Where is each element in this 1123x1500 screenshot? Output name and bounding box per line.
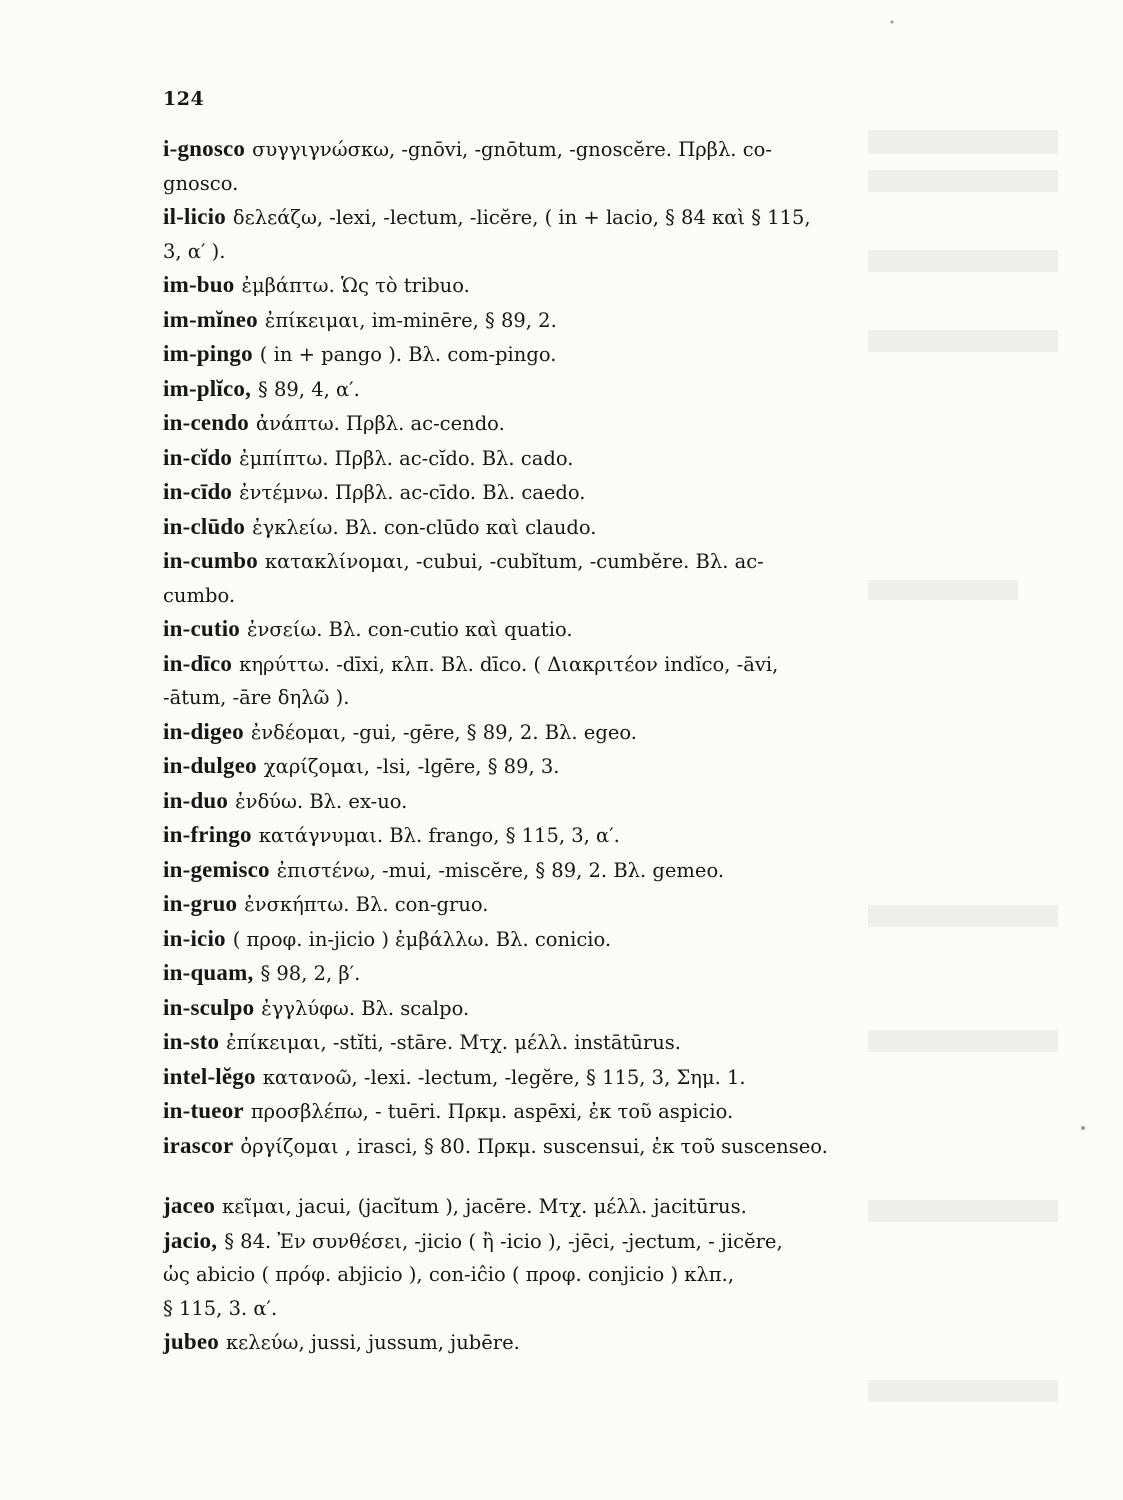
dictionary-entry <box>163 853 1058 888</box>
entry-headword: in-dulgeo <box>163 753 257 778</box>
dictionary-entry <box>163 337 1058 372</box>
entry-headword: in-cumbo <box>163 548 258 573</box>
entry-continuation-line <box>163 579 1058 613</box>
entry-first-line <box>163 544 1058 579</box>
entry-headword: im-plĭco, <box>163 375 252 401</box>
entry-headword: jubeo <box>163 1329 219 1354</box>
entry-definition-text: ( προφ. in-jicio ) ἐμβάλλω. Βλ. conicio. <box>232 927 612 951</box>
entry-definition-text: ( in + pango ). Βλ. com-pingo. <box>259 343 557 366</box>
entry-headword: il-licio <box>163 204 226 229</box>
entry-headword: in-digeo <box>163 718 244 744</box>
entry-definition-text: συγγιγνώσκω, -gnōvi, -gnōtum, -gnoscĕre. Πρβλ. co- <box>252 138 772 161</box>
entry-first-line <box>163 853 1058 888</box>
dictionary-entry <box>163 268 1058 303</box>
dictionary-entry <box>163 1129 1058 1164</box>
entry-definition-text: κατάγνυμαι. Βλ. frango, § 115, 3, α′. <box>258 824 620 847</box>
entry-first-line <box>163 510 1058 545</box>
entry-first-line <box>163 337 1058 372</box>
entry-definition-text: ἐπιστένω, -mui, -miscĕre, § 89, 2. Βλ. gemeo. <box>276 858 725 882</box>
entry-headword: in-fringo <box>163 822 252 847</box>
dictionary-entry <box>163 1060 1058 1095</box>
entry-definition-text: κηρύττω. -dīxi, κλπ. Βλ. dīco. ( Διακριτέον indĭco, -āvi, <box>239 652 779 676</box>
entry-first-line <box>163 1060 1058 1095</box>
entry-first-line <box>163 1094 1058 1129</box>
entry-first-line <box>163 991 1058 1026</box>
dictionary-entry <box>163 991 1058 1026</box>
dictionary-entry <box>163 887 1058 922</box>
entry-definition-text: § 84. Ἐν συνθέσει, -jicio ( ἢ -icio ), -jēci, -jectum, - jicĕre, <box>224 1229 783 1253</box>
dictionary-entry <box>163 715 1058 750</box>
entry-first-line <box>163 1025 1058 1060</box>
entry-headword: in-icio <box>163 925 226 951</box>
entry-definition-text: ἐνδύω. Βλ. ex-uo. <box>235 789 408 813</box>
entry-definition-text: ὡς abicio ( πρόφ. abjicio ), con-iĉio ( προφ. conjicio ) κλπ., <box>163 1263 735 1286</box>
entry-headword: in-quam, <box>163 960 254 985</box>
entry-definition-text: ἐμβάπτω. Ὡς τὸ tribuo. <box>241 274 470 297</box>
entry-definition-text: § 115, 3. α′. <box>163 1296 278 1320</box>
entry-definition-text: ὀργίζομαι , irasci, § 80. Πρκμ. susсensui, ἐκ τοῦ suscenseo. <box>240 1134 828 1158</box>
entry-continuation-line <box>163 681 1058 715</box>
entry-definition-text: cumbo. <box>163 583 236 607</box>
entry-headword: i-gnosco <box>163 136 246 161</box>
entry-first-line <box>163 200 1058 235</box>
dictionary-entry <box>163 612 1058 647</box>
dictionary-entry <box>163 1094 1058 1129</box>
dictionary-entry <box>163 647 1058 715</box>
entry-continuation-line <box>163 1258 1058 1292</box>
entry-headword: jaceo <box>163 1193 216 1218</box>
entry-headword: irascor <box>163 1132 234 1158</box>
entry-first-line <box>163 612 1058 647</box>
entry-definition-text: ἐνσκήπτω. Βλ. con-gruo. <box>244 893 489 916</box>
entry-first-line <box>163 1224 1058 1259</box>
entry-definition-text: κεῖμαι, jacui, (jacĭtum ), jacēre. Μτχ. μέλλ. jacitūrus. <box>222 1195 747 1218</box>
page-number: 124 <box>163 88 205 110</box>
entry-headword: in-sto <box>163 1029 220 1054</box>
entry-first-line <box>163 715 1058 750</box>
dictionary-entry <box>163 922 1058 957</box>
dictionary-entry <box>163 200 1058 268</box>
dictionary-entry <box>163 749 1058 784</box>
entry-definition-text: κελεύω, jussi, jussum, jubēre. <box>225 1331 520 1354</box>
entry-headword: in-cendo <box>163 410 249 435</box>
entry-first-line <box>163 1325 1058 1360</box>
entry-first-line <box>163 268 1058 303</box>
entry-headword: intel-lĕgo <box>163 1063 256 1089</box>
entry-definition-text: ἐγγλύφω. Βλ. scalpo. <box>261 996 470 1020</box>
entry-definition-text: δελεάζω, -lexi, -lectum, -licĕre, ( in + lacio, § 84 καὶ § 115, <box>232 206 811 229</box>
entry-first-line <box>163 1129 1058 1164</box>
dictionary-entry <box>163 1025 1058 1060</box>
entry-first-line <box>163 303 1058 338</box>
entry-continuation-line <box>163 1292 1058 1326</box>
entry-headword: in-cīdo <box>163 479 233 504</box>
entry-headword: in-gruo <box>163 891 238 916</box>
entry-definition-text: ἐμπίπτω. Πρβλ. ac-cĭdo. Βλ. cado. <box>239 446 574 470</box>
entry-first-line <box>163 956 1058 991</box>
entry-first-line <box>163 132 1058 167</box>
entry-headword: in-cutio <box>163 616 240 641</box>
entry-continuation-line <box>163 167 1058 201</box>
dictionary-entry <box>163 818 1058 853</box>
entry-definition-text: κατανοῶ, -lexi. -lectum, -legĕre, § 115, 3, Σημ. 1. <box>262 1065 746 1089</box>
entry-headword: in-cĭdo <box>163 444 233 470</box>
dictionary-entry <box>163 956 1058 991</box>
speck <box>891 21 894 24</box>
dictionary-entry <box>163 784 1058 819</box>
entry-definition-text: 3, α′ ). <box>163 239 226 263</box>
dictionary-entry <box>163 372 1058 407</box>
dictionary-entry <box>163 303 1058 338</box>
dictionary-entry <box>163 544 1058 612</box>
dictionary-entry <box>163 1224 1058 1326</box>
entry-first-line <box>163 887 1058 922</box>
dictionary-entry <box>163 441 1058 476</box>
dictionary-entry <box>163 132 1058 200</box>
entry-continuation-line <box>163 235 1058 269</box>
dictionary-entry <box>163 406 1058 441</box>
entry-first-line <box>163 818 1058 853</box>
entry-headword: in-tueor <box>163 1098 244 1123</box>
speck <box>1081 1126 1085 1130</box>
dictionary-entry <box>163 1189 1058 1224</box>
entry-definition-text: ἐνσείω. Βλ. con-cutio καὶ quatio. <box>247 618 573 641</box>
entry-first-line <box>163 647 1058 682</box>
entry-first-line <box>163 441 1058 476</box>
entry-first-line <box>163 922 1058 957</box>
entry-first-line <box>163 1189 1058 1224</box>
entry-headword: in-gemisco <box>163 856 270 882</box>
entry-definition-text: ἐπίκειμαι, im-minēre, § 89, 2. <box>264 308 557 332</box>
dictionary-entries <box>163 132 1058 1360</box>
entry-headword: jacio, <box>163 1227 218 1253</box>
entry-definition-text: ἐπίκειμαι, -stĭti, -stāre. Μτχ. μέλλ. instātūrus. <box>226 1031 681 1054</box>
entry-definition-text: ἐντέμνω. Πρβλ. ac-cīdo. Βλ. caedo. <box>239 481 586 504</box>
dictionary-entry <box>163 510 1058 545</box>
entry-headword: in-dīco <box>163 650 233 676</box>
entry-definition-text: § 98, 2, β′. <box>260 962 361 985</box>
entry-definition-text: προσβλέπω, - tuēri. Πρκμ. aspēxi, ἐκ τοῦ aspicio. <box>250 1100 734 1123</box>
entry-headword: im-mĭneo <box>163 306 258 332</box>
entry-definition-text: χαρίζομαι, -lsi, -lgēre, § 89, 3. <box>263 755 560 778</box>
entry-headword: in-clūdo <box>163 513 246 539</box>
entry-first-line <box>163 372 1058 407</box>
entry-definition-text: § 89, 4, α′. <box>258 377 360 401</box>
entry-definition-text: gnosco. <box>163 171 239 195</box>
entry-first-line <box>163 784 1058 819</box>
entry-headword: im-buo <box>163 272 235 297</box>
dictionary-entry <box>163 1325 1058 1360</box>
entry-first-line <box>163 475 1058 510</box>
entry-definition-text: -ātum, -āre δηλῶ ). <box>163 686 350 709</box>
entry-headword: in-sculpo <box>163 994 255 1020</box>
entry-definition-text: ἐνδέομαι, -gui, -gēre, § 89, 2. Βλ. egeo. <box>250 720 637 744</box>
dictionary-entry <box>163 475 1058 510</box>
entry-headword: im-pingo <box>163 341 253 366</box>
entry-first-line <box>163 406 1058 441</box>
entry-headword: in-duo <box>163 787 229 813</box>
entry-definition-text: ἀνάπτω. Πρβλ. ac-cendo. <box>255 412 505 435</box>
entry-first-line <box>163 749 1058 784</box>
entry-definition-text: ἐγκλείω. Βλ. con-clūdo καὶ claudo. <box>252 515 597 539</box>
entry-definition-text: κατακλίνομαι, -cubui, -cubĭtum, -cumbĕre. Βλ. ac- <box>264 550 764 573</box>
